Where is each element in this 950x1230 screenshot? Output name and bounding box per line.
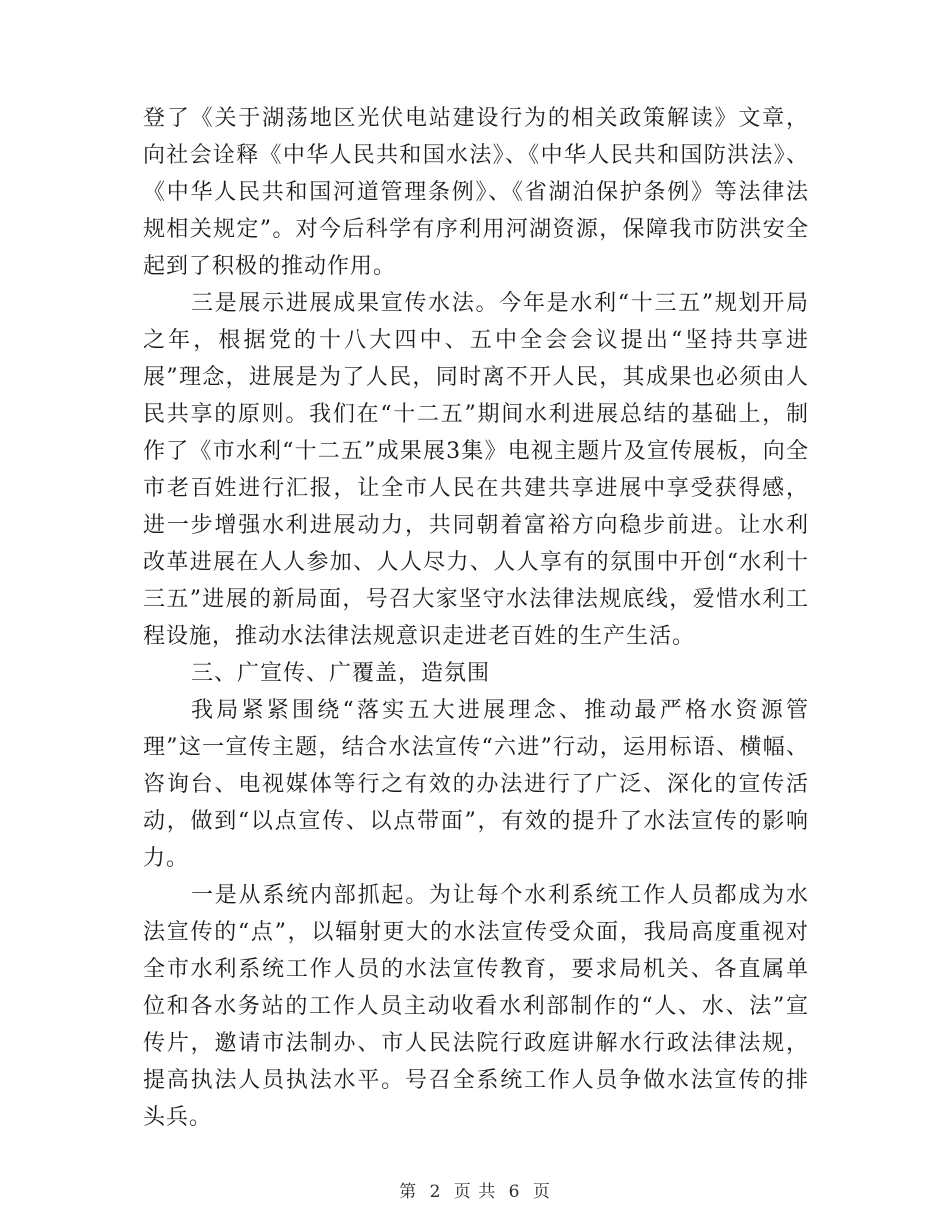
paragraph-3: 我局紧紧围绕“落实五大进展理念、推动最严格水资源管理”这一宣传主题，结合水法宣传“六进”行动，运用标语、横幅、咨询台、电视媒体等行之有效的办法进行了广泛、深化的宣传活动，做到“以点宣传、以点带面”，有效的提升了水法宣传的影响力。	[143, 698, 809, 871]
footer-prefix: 第	[399, 1182, 418, 1202]
paragraph-4: 一是从系统内部抓起。为让每个水利系统工作人员都成为水法宣传的“点”，以辐射更大的水法宣传受众面，我局高度重视对全市水利系统工作人员的水法宣传教育，要求局机关、各直属单位和各水务站的工作人员主动收看水利部制作的“人、水、法”宣传片，邀请市法制办、市人民法院行政庭讲解水行政法律法规，提高执法人员执法水平。号召全系统工作人员争做水法宣传的排头兵。	[143, 883, 809, 1130]
paragraph-2: 三是展示进展成果宣传水法。今年是水利“十三五”规划开局之年，根据党的十八大四中、五中全会会议提出“坚持共享进展”理念，进展是为了人民，同时离不开人民，其成果也必须由人民共享的原则。我们在“十二五”期间水利进展总结的基础上，制作了《市水利“十二五”成果展3集》电视主题片及宣传展板，向全市老百姓进行汇报，让全市人民在共建共享进展中享受获得感，进一步增强水利进展动力，共同朝着富裕方向稳步前进。让水利改革进展在人人参加、人人尽力、人人享有的氛围中开创“水利十三五”进展的新局面，号召大家坚守水法律法规底线，爱惜水利工程设施，推动水法律法规意识走进老百姓的生产生活。	[143, 291, 809, 649]
paragraph-1: 登了《关于湖荡地区光伏电站建设行为的相关政策解读》文章，向社会诠释《中华人民共和国水法》、《中华人民共和国防洪法》、《中华人民共和国河道管理条例》、《省湖泊保护条例》等法律法规相关规定”。对今后科学有序利用河湖资源，保障我市防洪安全起到了积极的推动作用。	[143, 106, 809, 279]
footer-suffix: 页	[532, 1182, 551, 1202]
total-pages-number: 6	[508, 1182, 521, 1202]
document-body	[143, 100, 809, 1136]
current-page-number: 2	[429, 1182, 442, 1202]
footer-middle: 页 共	[453, 1182, 497, 1202]
section-heading: 三、广宣传、广覆盖，造氛围	[191, 661, 491, 686]
page-footer	[0, 1181, 950, 1203]
